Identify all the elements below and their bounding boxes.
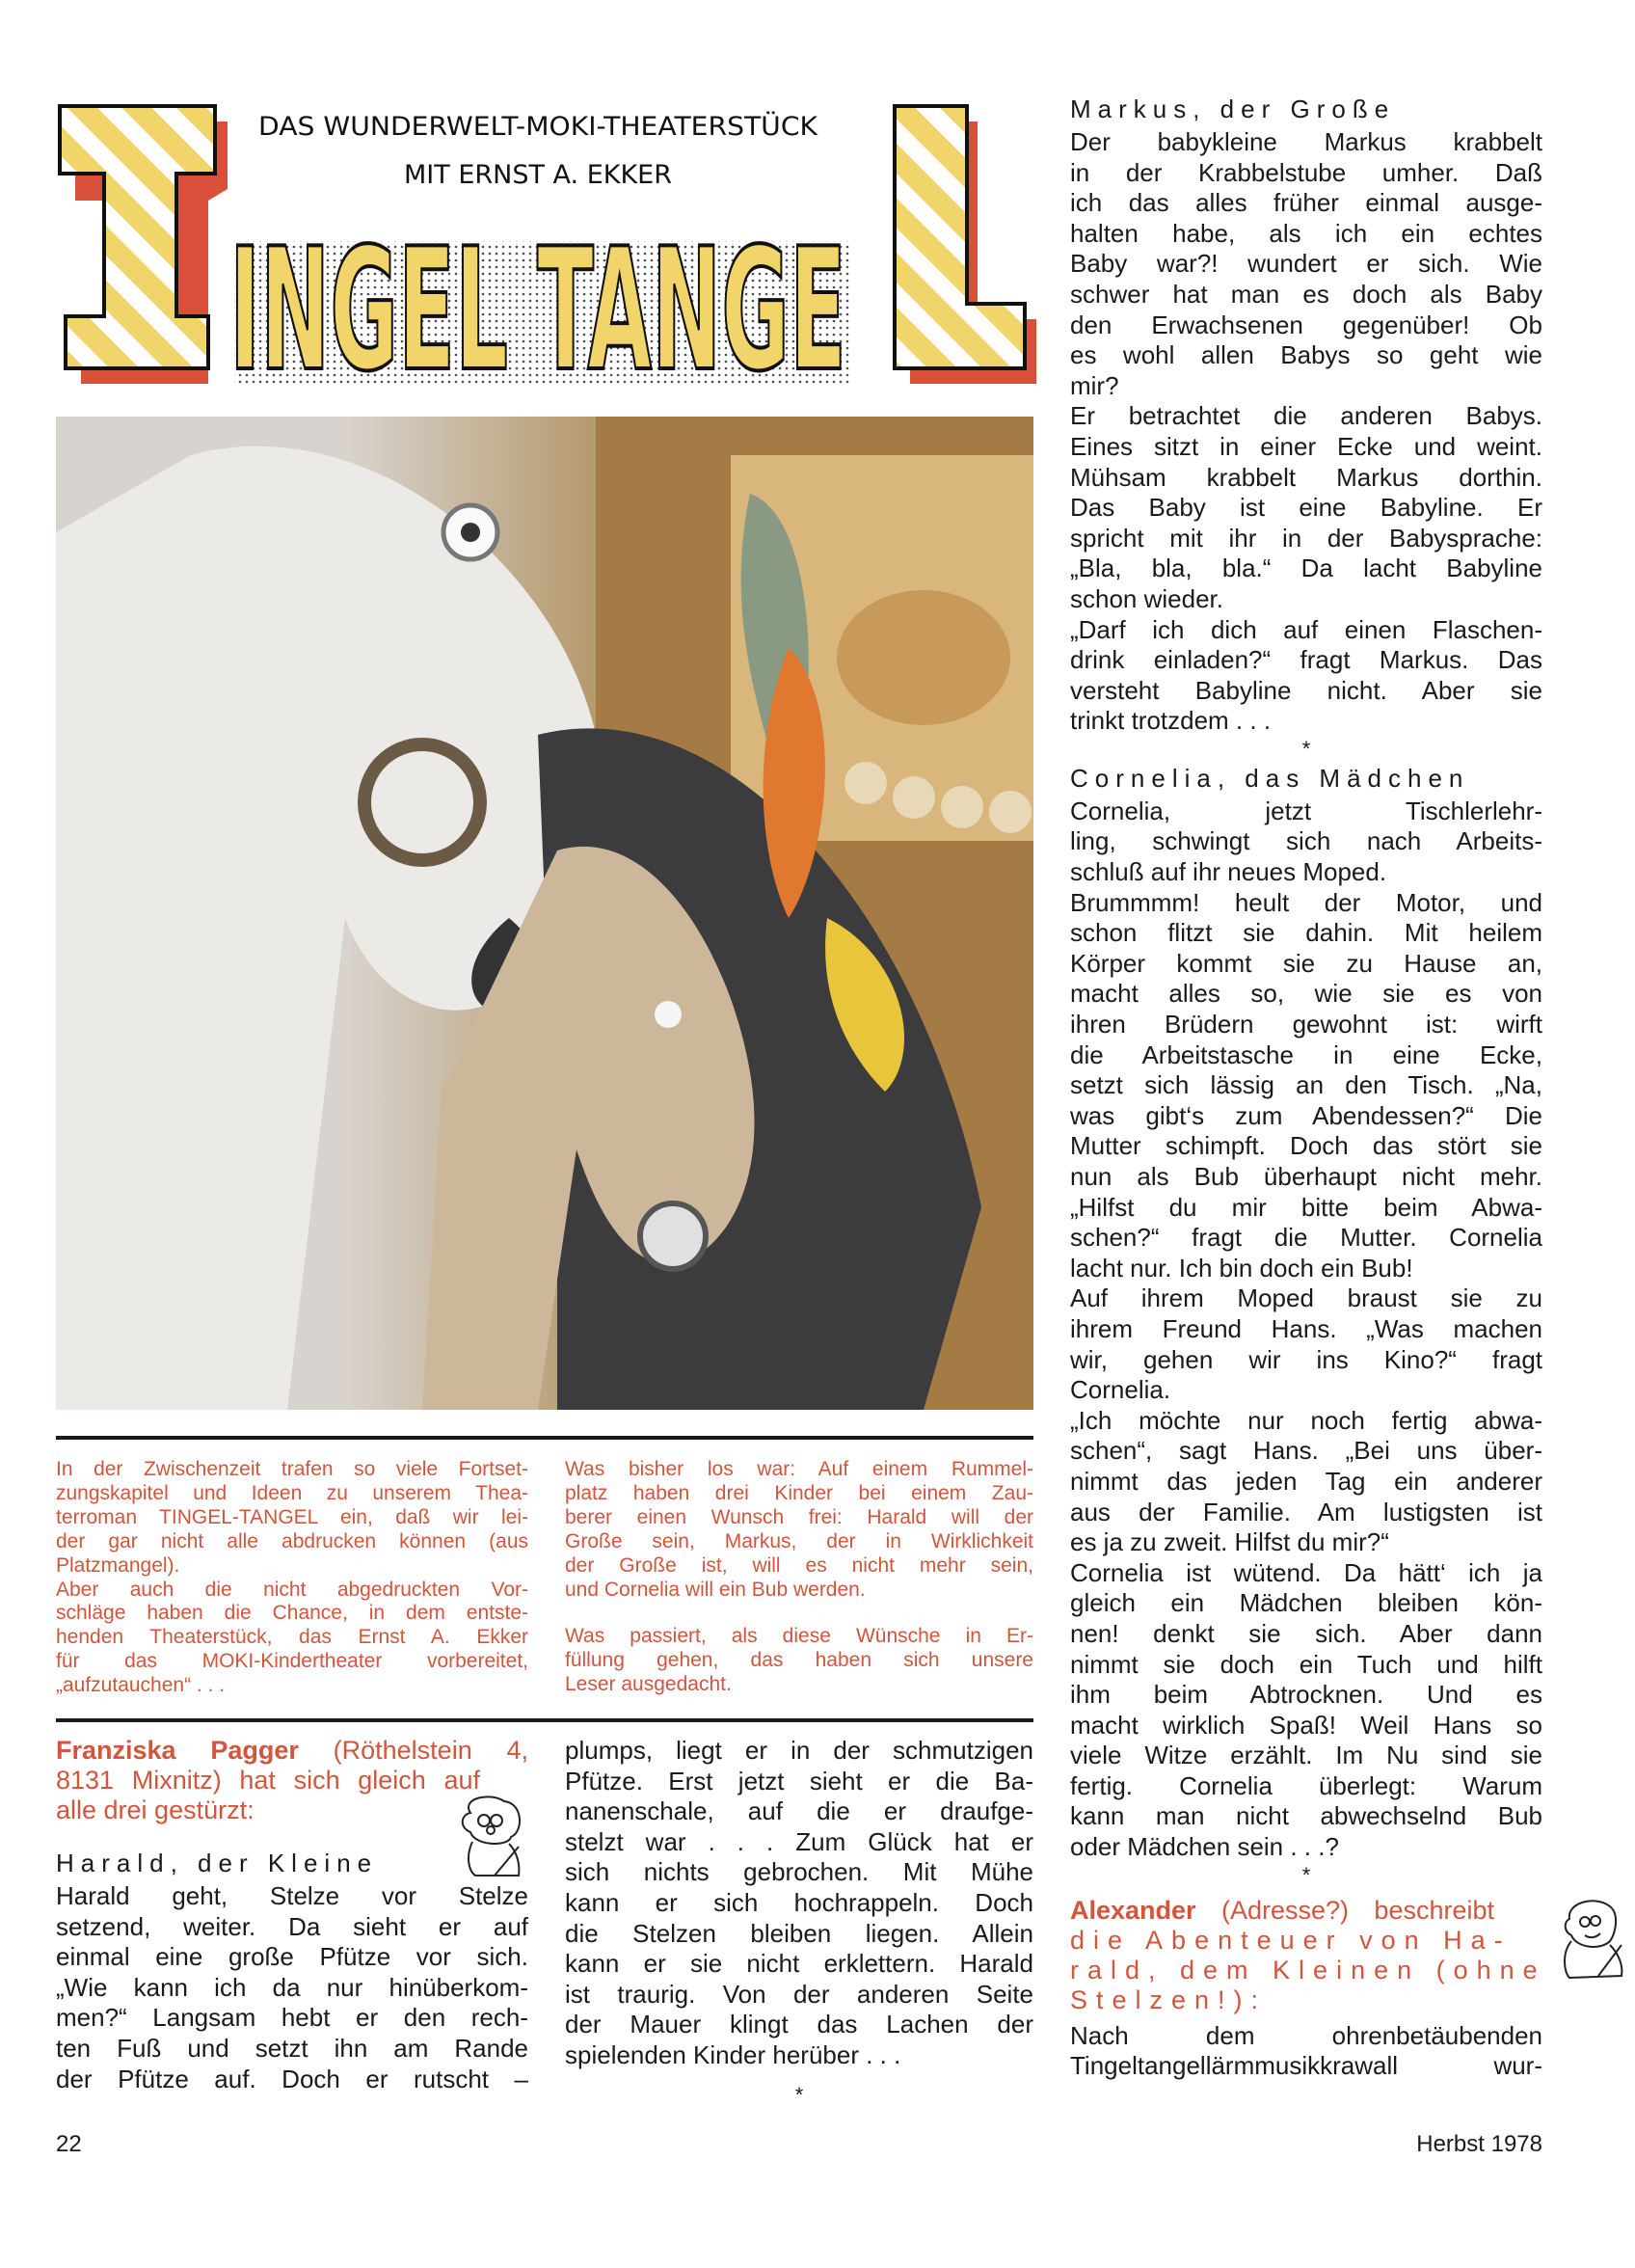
text-line: Was bisher los war: Auf einem Rummel- [565,1458,1033,1480]
boy-doodle-icon [1552,1895,1629,1982]
text-line: platz haben drei Kinder bei einem Zau- [565,1481,1033,1504]
tingel-tangel-logo [56,96,1036,400]
text-line: Cornelia ist wütend. Da hätt‘ ich ja [1070,1557,1542,1587]
text-line: ten Fuß und setzt ihn am Rande [56,2033,528,2063]
text-line: Große sein, Markus, der in Wirklichkeit [565,1529,1033,1552]
text-line: nanenschale, auf die er draufge- [565,1796,1033,1826]
text-line: Leser ausgedacht. [565,1673,732,1696]
text-line: schon flitzt sie dahin. Mit heilem [1070,918,1542,948]
text-line: spielenden Kinder herüber . . . [565,2039,901,2069]
text-line: Mutter schimpft. Doch das stört sie [1070,1131,1542,1161]
caption-top-rule [56,1436,1033,1440]
text-line: fertig. Cornelia überlegt: Warum [1070,1770,1542,1800]
text-line: oder Mädchen sein . . .? [1070,1832,1339,1862]
text-line: ling, schwingt sich nach Arbeits- [1070,826,1542,856]
text-line: nen! denkt sie sich. Aber dann [1070,1618,1542,1648]
text-line: stelzt war . . . Zum Glück hat er [565,1826,1033,1856]
text-line: der Große ist, will es nicht mehr sein, [565,1553,1033,1577]
markus-text [1070,127,1542,737]
paragraph [1070,1406,1542,1558]
text-line: Mühsam krabbelt Markus dorthin. [1070,462,1542,492]
text-line: schwer hat man es doch als Baby [1070,279,1542,309]
text-line: der Mauer klingt das Lachen der [565,2010,1033,2039]
harald-text-part1 [56,1881,528,2094]
text-line: kann man nicht abwechselnd Bub [1070,1801,1542,1831]
text-line: Brummmm! heult der Motor, und [1070,887,1542,917]
text-line: nimmt sie doch ein Tuch und hilft [1070,1649,1542,1679]
text-line: der Pfütze auf. Doch er rutscht – [56,2064,528,2093]
text-line: einmal eine große Pfütze vor sich. [56,1942,528,1972]
text-line: sich nichts gebrochen. Mit Mühe [565,1857,1033,1887]
text-line: Baby war?! wundert er sich. Wie [1070,249,1542,279]
harald-heading: Harald, der Kleine [56,1849,379,1877]
text-line: die Arbeitstasche in eine Ecke, [1070,1040,1542,1069]
text-line: nimmt das jeden Tag ein anderer [1070,1466,1542,1496]
paragraph [1070,888,1542,1284]
markus-heading: Markus, der Große [1070,94,1396,123]
text-line: „Ich möchte nur noch fertig abwa- [1070,1405,1542,1435]
paragraph [1070,1283,1542,1405]
text-line: setzt sich lässig an den Tisch. „Na, [1070,1070,1542,1100]
paragraph [1070,796,1542,888]
text-line: schon wieder. [1070,583,1223,613]
text-line: ihm beim Abtrocknen. Und es [1070,1680,1542,1710]
text-line: die Stelzen bleiben liegen. Allein [565,1918,1033,1948]
separator-star: * [1301,1862,1311,1887]
text-line: halten habe, als ich ein echtes [1070,218,1542,248]
paragraph [565,1458,1033,1602]
text-line: Platzmangel). [56,1553,180,1577]
text-line: Tingeltangellärmmusikkrawall wur- [1070,2051,1542,2081]
text-line: schen“, sagt Hans. „Bei uns über- [1070,1436,1542,1466]
right-column [1070,93,1546,2082]
text-line: Harald geht, Stelze vor Stelze [56,1881,528,1910]
paragraph [1070,2021,1542,2082]
intro-line: Stelzen!): [1070,1984,1268,2014]
paragraph [56,1881,528,2094]
text-line: für das MOKI-Kindertheater vorbereitet, [56,1650,528,1673]
author-name: Franziska Pagger [56,1736,299,1765]
text-line: „Bla, bla, bla.“ Da lacht Babyline [1070,554,1542,583]
text-line: berer einen Wunsch frei: Harald will der [565,1505,1033,1528]
text-line: In der Zwischenzeit trafen so viele Fortset- [56,1458,528,1480]
author-address: (Adresse?) beschreibt [1195,1895,1494,1925]
text-line: in der Krabbelstube umher. Daß [1070,157,1542,187]
text-line: ihren Brüdern gewohnt ist: wirft [1070,1010,1542,1040]
text-line: füllung gehen, das haben sich unsere [565,1649,1033,1672]
svg-text:INGEL TANGE: INGEL TANGE [229,213,846,400]
text-line: versteht Babyline nicht. Aber sie [1070,675,1542,705]
paragraph [1070,401,1542,614]
text-line: schläge haben die Chance, in dem entste- [56,1602,528,1625]
text-line: was gibt‘s zum Abendessen?“ Die [1070,1100,1542,1130]
text-line: men?“ Langsam hebt er den rech- [56,2003,528,2033]
separator-star: * [1301,736,1311,761]
text-line: plumps, liegt er in der schmutzigen [565,1736,1033,1765]
text-line: Er betrachtet die anderen Babys. [1070,401,1542,431]
girl-doodle-icon [451,1794,528,1880]
text-line: Nach dem ohrenbetäubenden [1070,2020,1542,2050]
franziska-column [56,1736,528,2094]
text-line: „Wie kann ich da nur hinüberkom- [56,1972,528,2002]
text-line: Cornelia. [1070,1375,1171,1405]
text-line: henden Theaterstück, das Ernst A. Ekker [56,1626,528,1649]
alexander-text [1070,2021,1542,2082]
text-line: nun als Bub überhaupt nicht mehr. [1070,1162,1542,1191]
cornelia-heading: Cornelia, das Mädchen [1070,763,1470,793]
text-line: wir, gehen wir ins Kino?“ fragt [1070,1344,1542,1374]
text-line: macht wirklich Spaß! Weil Hans so [1070,1710,1542,1740]
text-line: ihrem Freund Hans. „Was machen [1070,1313,1542,1343]
text-line: Körper kommt sie zu Hause an, [1070,948,1542,978]
text-line: terroman TINGEL-TANGEL ein, daß wir lei- [56,1505,528,1528]
paragraph [56,1458,528,1579]
text-line: gleich ein Mädchen bleiben kön- [1070,1588,1542,1618]
text-line: lacht nur. Ich bin doch ein Bub! [1070,1253,1413,1282]
text-line: macht alles so, wie sie es von [1070,979,1542,1009]
text-line: kann er sie nicht erklettern. Harald [565,1949,1033,1979]
paragraph [565,1625,1033,1697]
paragraph [1070,615,1542,737]
text-line: schen?“ fragt die Mutter. Cornelia [1070,1223,1542,1253]
text-line: Cornelia, jetzt Tischlerlehr- [1070,796,1542,825]
caption-bottom-rule [56,1718,1033,1722]
text-line: ist traurig. Von der anderen Seite [565,1979,1033,2009]
harald-text-part2 [565,1736,1033,2071]
text-line: es ja zu zweit. Hilfst du mir?“ [1070,1527,1389,1557]
text-line: mir? [1070,370,1119,400]
intro-line: die Abenteuer von Ha- [1070,1925,1512,1955]
page-number: 22 [56,2131,82,2157]
paragraph [1070,1558,1542,1863]
text-line: ich das alles früher einmal ausge- [1070,188,1542,218]
text-line: Auf ihrem Moped braust sie zu [1070,1283,1542,1313]
paragraph [565,1736,1033,2071]
text-line: viele Witze erzählt. Im Nu sind sie [1070,1741,1542,1770]
issue-label: Herbst 1978 [1416,2131,1542,2157]
author-address: (Röthelstein 4, [298,1736,529,1765]
text-line: spricht mit ihr in der Babysprache: [1070,523,1542,553]
text-line: den Erwachsenen gegenüber! Ob [1070,310,1542,339]
text-line: drink einladen?“ fragt Markus. Das [1070,645,1542,675]
text-line: Eines sitzt in einer Ecke und weint. [1070,431,1542,461]
text-line: „Darf ich dich auf einen Flaschen- [1070,614,1542,644]
text-line: es wohl allen Babys so geht wie [1070,340,1542,370]
separator-star: * [794,2083,804,2107]
carousel-horses-photo [56,417,1033,1410]
svg-text:MIT ERNST A. EKKER: MIT ERNST A. EKKER [403,160,673,190]
intro-line: rald, dem Kleinen (ohne [1070,1955,1546,1984]
text-line: „aufzutauchen“ . . . [56,1674,226,1697]
intro-line [1070,1896,1494,1926]
alexander-intro [1070,1895,1546,2015]
text-line: aus der Familie. Am lustigsten ist [1070,1497,1542,1526]
svg-text:DAS WUNDERWELT-MOKI-THEATERSTÜ: DAS WUNDERWELT-MOKI-THEATERSTÜCK [258,112,794,142]
text-line: und Cornelia will ein Bub werden. [565,1578,866,1601]
text-line: Aber auch die nicht abgedruckten Vor- [56,1578,528,1601]
cornelia-text [1070,796,1542,1863]
paragraph [1070,127,1542,401]
intro-line: alle drei gestürzt: [56,1796,255,1824]
text-line: setzend, weiter. Da sieht er auf [56,1911,528,1941]
intro-line: 8131 Mixnitz) hat sich gleich auf [56,1766,480,1795]
author-name: Alexander [1070,1895,1196,1925]
paragraph [56,1579,528,1699]
caption-right [565,1458,1033,1697]
text-line: Das Baby ist eine Babyline. Er [1070,493,1542,523]
caption-left [56,1458,528,1698]
text-line: schluß auf ihr neues Moped. [1070,857,1387,887]
text-line: zungskapitel und Ideen zu unserem Thea- [56,1481,528,1504]
text-line: der gar nicht alle abdrucken können (aus [56,1529,528,1552]
text-line: kann er sich hochrappeln. Doch [565,1887,1033,1917]
text-line: Der babykleine Markus krabbelt [1070,127,1542,156]
text-line: Was passiert, als diese Wünsche in Er- [565,1625,1033,1648]
text-line: trinkt trotzdem . . . [1070,706,1272,736]
intro-line [56,1736,528,1766]
title-logo [56,96,1036,400]
text-line: Pfütze. Erst jetzt sieht er die Ba- [565,1766,1033,1796]
text-line: „Hilfst du mir bitte beim Abwa- [1070,1192,1542,1222]
